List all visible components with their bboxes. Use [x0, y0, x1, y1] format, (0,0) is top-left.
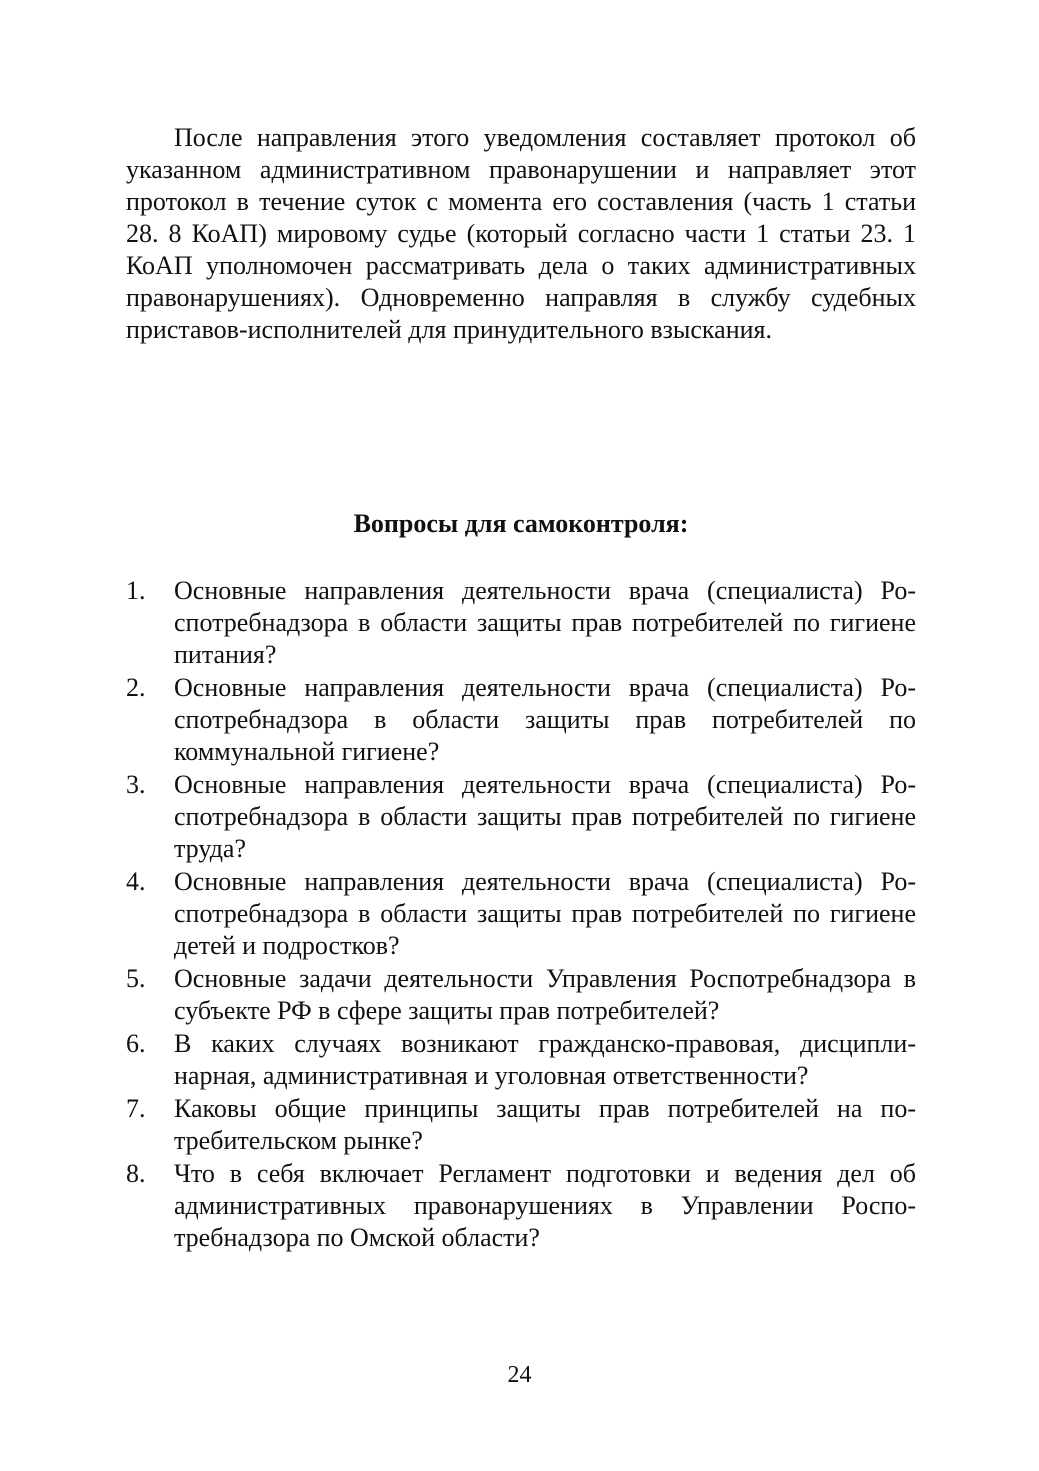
- list-item: [126, 866, 916, 962]
- question-text: Основные направления деятельности врача (специалиста) Роспотребнадзора в области защиты прав потребителей по гигиене питания?: [174, 576, 916, 669]
- question-number: 8.: [126, 1159, 146, 1188]
- list-item: [126, 672, 916, 768]
- question-text: Каковы общие принципы защиты прав потребителей на потребительском рынке?: [174, 1094, 916, 1155]
- question-text: Основные направления деятельности врача (специалиста) Роспотребнадзора в области защиты прав потребителей по гигиене детей и подростков?: [174, 867, 916, 960]
- question-number: 5.: [126, 964, 146, 993]
- body-text-block: [126, 122, 916, 346]
- question-number: 7.: [126, 1094, 146, 1123]
- questions-list: [126, 575, 916, 1255]
- list-item: [126, 575, 916, 671]
- page-number: 24: [507, 1362, 532, 1388]
- question-number: 3.: [126, 770, 146, 799]
- list-item: [126, 963, 916, 1027]
- question-text: Что в себя включает Регламент подготовки и ведения дел об административных правонарушениях в Управлении Роспотребнадзора по Омской области?: [174, 1159, 916, 1252]
- list-item: [126, 1158, 916, 1254]
- question-text: Основные направления деятельности врача (специалиста) Роспотребнадзора в области защиты прав потребителей по гигиене труда?: [174, 770, 916, 863]
- question-number: 2.: [126, 673, 146, 702]
- question-text: В каких случаях возникают гражданско-правовая, дисциплинарная, административная и уголовная ответственности?: [174, 1029, 916, 1090]
- section-title: Вопросы для самоконтроля:: [353, 509, 689, 538]
- list-item: [126, 1028, 916, 1092]
- list-item: [126, 1093, 916, 1157]
- question-number: 1.: [126, 576, 146, 605]
- question-text: Основные задачи деятельности Управления Роспотребнадзора в субъекте РФ в сфере защиты прав потребителей?: [174, 964, 916, 1025]
- question-number: 6.: [126, 1029, 146, 1058]
- question-text: Основные направления деятельности врача (специалиста) Роспотребнадзора в области защиты прав потребителей по коммунальной гигиене?: [174, 673, 916, 766]
- question-number: 4.: [126, 867, 146, 896]
- body-paragraph: После направления этого уведомления составляет протокол об указанном административном правонарушении и направляет этот протокол в течение суток с момента его составления (часть 1 статьи 28. 8 КоАП) мировому судье (который согласно части 1 статьи 23. 1 КоАП уполномочен рассматривать дела о таких административных правонарушениях). Одновременно направляя в службу судебных приставов-исполнителей для принудительного взыскания.: [126, 123, 916, 344]
- list-item: [126, 769, 916, 865]
